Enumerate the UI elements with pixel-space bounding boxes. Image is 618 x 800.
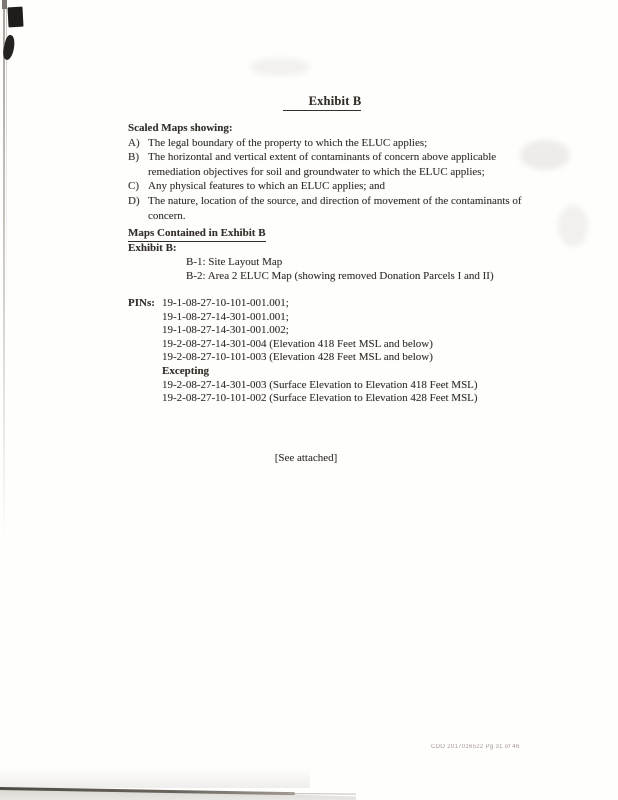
maps-contained-heading-row bbox=[128, 227, 568, 242]
pin-item: 19-1-08-27-14-301-001.001; bbox=[162, 310, 289, 323]
list-item-text bbox=[148, 150, 568, 179]
pins-label: PINs: bbox=[128, 297, 155, 309]
excepting-label: Excepting bbox=[162, 364, 210, 377]
list-marker: B) bbox=[128, 151, 139, 164]
list-item-a bbox=[128, 136, 568, 151]
pin-item-excepting: 19-2-08-27-10-101-002 (Surface Elevation to Elevation 428 Feet MSL) bbox=[162, 392, 478, 405]
page-title: Exhibit B bbox=[283, 94, 362, 111]
pins-section bbox=[128, 297, 588, 406]
scan-bottom-smudge bbox=[0, 768, 310, 788]
scan-smudge bbox=[250, 58, 310, 76]
list-item-b bbox=[128, 150, 568, 179]
recorder-stamp: CDO 2017016522 Pg 31 of 46 bbox=[431, 744, 520, 750]
map-list-item: B-2: Area 2 ELUC Map (showing removed Donation Parcels I and II) bbox=[186, 269, 494, 282]
list-item-line: The horizontal and vertical extent of contaminants of concern above applicable bbox=[148, 151, 497, 164]
list-item-text: The legal boundary of the property to which the ELUC applies; bbox=[148, 136, 428, 149]
map-list-item: B-1: Site Layout Map bbox=[186, 256, 283, 269]
list-item-text: Any physical features to which an ELUC applies; and bbox=[148, 180, 386, 193]
exhibit-b-subheading: Exhibit B: bbox=[128, 242, 177, 255]
maps-contained-section bbox=[128, 227, 568, 284]
maps-contained-heading: Maps Contained in Exhibit B bbox=[128, 227, 266, 242]
title-row bbox=[0, 92, 618, 111]
pins-list bbox=[162, 297, 588, 406]
pin-item: 19-1-08-27-10-101-001.001; bbox=[162, 297, 289, 309]
pin-item: 19-2-08-27-14-301-004 (Elevation 418 Feet MSL and below) bbox=[162, 337, 433, 350]
pin-item: 19-2-08-27-10-101-003 (Elevation 428 Feet MSL and below) bbox=[162, 351, 433, 364]
pin-item-excepting: 19-2-08-27-14-301-003 (Surface Elevation to Elevation 418 Feet MSL) bbox=[162, 378, 478, 391]
scan-page-edge-line-faint bbox=[288, 793, 356, 795]
list-marker: A) bbox=[128, 136, 140, 149]
scan-blot-square bbox=[7, 7, 23, 28]
list-marker: D) bbox=[128, 194, 140, 207]
list-item-text bbox=[148, 194, 568, 223]
list-marker: C) bbox=[128, 180, 139, 193]
list-item-c bbox=[128, 179, 568, 194]
list-item-line: The nature, location of the source, and direction of movement of the contaminants of bbox=[148, 194, 522, 207]
list-item-d bbox=[128, 194, 568, 223]
pin-item: 19-1-08-27-14-301-001.002; bbox=[162, 324, 289, 337]
scaled-maps-heading: Scaled Maps showing: bbox=[128, 122, 233, 134]
list-item-line: remediation objectives for soil and groundwater to which the ELUC applies; bbox=[148, 165, 485, 178]
list-item-line: concern. bbox=[148, 209, 186, 222]
scan-corner-mark bbox=[2, 0, 7, 9]
attachment-note: [See attached] bbox=[274, 452, 338, 464]
scaled-maps-section bbox=[128, 121, 568, 223]
